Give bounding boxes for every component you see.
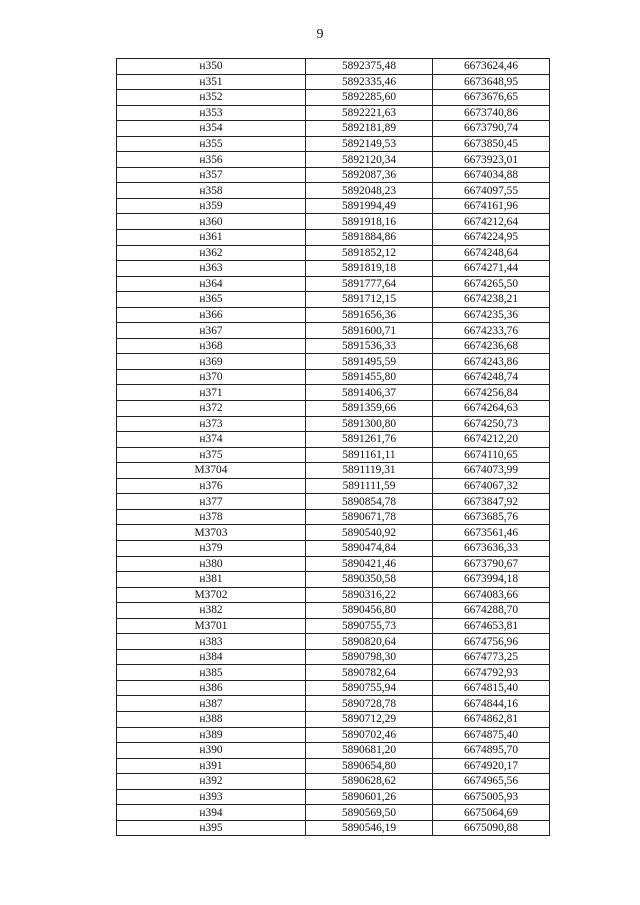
table-row [117,292,550,308]
table-row [117,556,550,572]
table-row [117,385,550,401]
point-id-cell: н378 [117,509,306,525]
x-coordinate-cell: 5890601,26 [306,789,433,805]
x-coordinate-cell: 5890755,73 [306,618,433,634]
table-row [117,494,550,510]
point-id-cell: н372 [117,401,306,417]
table-row [117,572,550,588]
x-coordinate-cell: 5890702,46 [306,727,433,743]
table-row [117,540,550,556]
x-coordinate-cell: 5890712,29 [306,711,433,727]
table-row [117,774,550,790]
y-coordinate-cell: 6674243,86 [433,354,550,370]
y-coordinate-cell: 6674236,68 [433,338,550,354]
y-coordinate-cell: 6674250,73 [433,416,550,432]
table-row [117,805,550,821]
table-row [117,74,550,90]
table-row [117,198,550,214]
x-coordinate-cell: 5890569,50 [306,805,433,821]
x-coordinate-cell: 5890820,64 [306,634,433,650]
y-coordinate-cell: 6673636,33 [433,540,550,556]
y-coordinate-cell: 6673740,86 [433,105,550,121]
table-row [117,743,550,759]
table-row [117,634,550,650]
y-coordinate-cell: 6675064,69 [433,805,550,821]
table-row [117,59,550,75]
point-id-cell: МЗ701 [117,618,306,634]
x-coordinate-cell: 5890681,20 [306,743,433,759]
point-id-cell: н395 [117,820,306,836]
x-coordinate-cell: 5892048,23 [306,183,433,199]
point-id-cell: н355 [117,136,306,152]
point-id-cell: н371 [117,385,306,401]
point-id-cell: МЗ703 [117,525,306,541]
point-id-cell: н350 [117,59,306,75]
x-coordinate-cell: 5891119,31 [306,463,433,479]
y-coordinate-cell: 6673676,65 [433,90,550,106]
y-coordinate-cell: 6673561,46 [433,525,550,541]
table-row [117,478,550,494]
x-coordinate-cell: 5890456,80 [306,603,433,619]
point-id-cell: н377 [117,494,306,510]
x-coordinate-cell: 5891918,16 [306,214,433,230]
x-coordinate-cell: 5891777,64 [306,276,433,292]
table-row [117,727,550,743]
table-row [117,214,550,230]
x-coordinate-cell: 5890798,30 [306,649,433,665]
point-id-cell: н357 [117,167,306,183]
point-id-cell: н361 [117,230,306,246]
table-row [117,820,550,836]
table-row [117,463,550,479]
table-row [117,338,550,354]
point-id-cell: н388 [117,711,306,727]
point-id-cell: н368 [117,338,306,354]
y-coordinate-cell: 6674233,76 [433,323,550,339]
x-coordinate-cell: 5890628,62 [306,774,433,790]
x-coordinate-cell: 5892285,60 [306,90,433,106]
y-coordinate-cell: 6674235,36 [433,307,550,323]
point-id-cell: н369 [117,354,306,370]
point-id-cell: н360 [117,214,306,230]
x-coordinate-cell: 5891455,80 [306,369,433,385]
point-id-cell: н389 [117,727,306,743]
y-coordinate-cell: 6673923,01 [433,152,550,168]
y-coordinate-cell: 6674875,40 [433,727,550,743]
point-id-cell: МЗ704 [117,463,306,479]
table-row [117,711,550,727]
point-id-cell: н376 [117,478,306,494]
y-coordinate-cell: 6674067,32 [433,478,550,494]
table-row [117,416,550,432]
page-number: 9 [316,27,324,42]
y-coordinate-cell: 6674756,96 [433,634,550,650]
point-id-cell: МЗ702 [117,587,306,603]
table-row [117,354,550,370]
y-coordinate-cell: 6674238,21 [433,292,550,308]
point-id-cell: н385 [117,665,306,681]
x-coordinate-cell: 5891852,12 [306,245,433,261]
point-id-cell: н359 [117,198,306,214]
table-row [117,603,550,619]
y-coordinate-cell: 6674264,63 [433,401,550,417]
x-coordinate-cell: 5892087,36 [306,167,433,183]
x-coordinate-cell: 5892335,46 [306,74,433,90]
y-coordinate-cell: 6674895,70 [433,743,550,759]
x-coordinate-cell: 5890421,46 [306,556,433,572]
y-coordinate-cell: 6673847,92 [433,494,550,510]
x-coordinate-cell: 5891656,36 [306,307,433,323]
x-coordinate-cell: 5892181,89 [306,121,433,137]
x-coordinate-cell: 5891600,71 [306,323,433,339]
point-id-cell: н351 [117,74,306,90]
x-coordinate-cell: 5890540,92 [306,525,433,541]
y-coordinate-cell: 6674271,44 [433,261,550,277]
table-row [117,680,550,696]
table-row [117,323,550,339]
table-row [117,230,550,246]
x-coordinate-cell: 5890728,78 [306,696,433,712]
table-row [117,509,550,525]
y-coordinate-cell: 6673790,74 [433,121,550,137]
table-row [117,618,550,634]
x-coordinate-cell: 5891161,11 [306,447,433,463]
y-coordinate-cell: 6674248,74 [433,369,550,385]
table-row [117,121,550,137]
x-coordinate-cell: 5891495,59 [306,354,433,370]
table-row [117,649,550,665]
point-id-cell: н392 [117,774,306,790]
y-coordinate-cell: 6673624,46 [433,59,550,75]
y-coordinate-cell: 6674256,84 [433,385,550,401]
y-coordinate-cell: 6674073,99 [433,463,550,479]
y-coordinate-cell: 6674965,56 [433,774,550,790]
x-coordinate-cell: 5890854,78 [306,494,433,510]
point-id-cell: н352 [117,90,306,106]
point-id-cell: н367 [117,323,306,339]
point-id-cell: н354 [117,121,306,137]
table-row [117,758,550,774]
point-id-cell: н373 [117,416,306,432]
y-coordinate-cell: 6674083,66 [433,587,550,603]
point-id-cell: н366 [117,307,306,323]
point-id-cell: н375 [117,447,306,463]
x-coordinate-cell: 5891712,15 [306,292,433,308]
x-coordinate-cell: 5891536,33 [306,338,433,354]
x-coordinate-cell: 5891994,49 [306,198,433,214]
table-row [117,105,550,121]
x-coordinate-cell: 5891359,66 [306,401,433,417]
table-row [117,401,550,417]
point-id-cell: н382 [117,603,306,619]
table-row [117,167,550,183]
point-id-cell: н363 [117,261,306,277]
table-row [117,307,550,323]
x-coordinate-cell: 5890782,64 [306,665,433,681]
table-row [117,152,550,168]
table-row [117,447,550,463]
point-id-cell: н391 [117,758,306,774]
x-coordinate-cell: 5890474,84 [306,540,433,556]
x-coordinate-cell: 5892221,63 [306,105,433,121]
y-coordinate-cell: 6674248,64 [433,245,550,261]
y-coordinate-cell: 6674815,40 [433,680,550,696]
x-coordinate-cell: 5891111,59 [306,478,433,494]
point-id-cell: н374 [117,432,306,448]
table-row [117,432,550,448]
x-coordinate-cell: 5892375,48 [306,59,433,75]
y-coordinate-cell: 6674773,25 [433,649,550,665]
table-row [117,261,550,277]
x-coordinate-cell: 5891819,18 [306,261,433,277]
y-coordinate-cell: 6674265,50 [433,276,550,292]
y-coordinate-cell: 6674792,93 [433,665,550,681]
table-row [117,136,550,152]
table-row [117,183,550,199]
x-coordinate-cell: 5891261,76 [306,432,433,448]
x-coordinate-cell: 5890316,22 [306,587,433,603]
table-row [117,369,550,385]
y-coordinate-cell: 6674862,81 [433,711,550,727]
y-coordinate-cell: 6674224,95 [433,230,550,246]
coordinates-table [116,58,550,836]
x-coordinate-cell: 5891300,80 [306,416,433,432]
y-coordinate-cell: 6675090,88 [433,820,550,836]
point-id-cell: н393 [117,789,306,805]
y-coordinate-cell: 6673648,95 [433,74,550,90]
point-id-cell: н387 [117,696,306,712]
y-coordinate-cell: 6674920,17 [433,758,550,774]
table-row [117,90,550,106]
y-coordinate-cell: 6675005,93 [433,789,550,805]
x-coordinate-cell: 5890755,94 [306,680,433,696]
x-coordinate-cell: 5891406,37 [306,385,433,401]
table-row [117,276,550,292]
y-coordinate-cell: 6674034,88 [433,167,550,183]
x-coordinate-cell: 5892149,53 [306,136,433,152]
point-id-cell: н394 [117,805,306,821]
x-coordinate-cell: 5890546,19 [306,820,433,836]
y-coordinate-cell: 6674844,16 [433,696,550,712]
y-coordinate-cell: 6674110,65 [433,447,550,463]
table-row [117,696,550,712]
x-coordinate-cell: 5890350,58 [306,572,433,588]
coordinates-table-body [117,59,550,836]
point-id-cell: н356 [117,152,306,168]
y-coordinate-cell: 6673790,67 [433,556,550,572]
x-coordinate-cell: 5892120,34 [306,152,433,168]
y-coordinate-cell: 6674212,64 [433,214,550,230]
point-id-cell: н362 [117,245,306,261]
point-id-cell: н381 [117,572,306,588]
table-row [117,587,550,603]
point-id-cell: н390 [117,743,306,759]
point-id-cell: н384 [117,649,306,665]
point-id-cell: н379 [117,540,306,556]
table-row [117,665,550,681]
y-coordinate-cell: 6674161,96 [433,198,550,214]
x-coordinate-cell: 5891884,86 [306,230,433,246]
table-row [117,525,550,541]
y-coordinate-cell: 6674653,81 [433,618,550,634]
point-id-cell: н364 [117,276,306,292]
x-coordinate-cell: 5890671,78 [306,509,433,525]
point-id-cell: н365 [117,292,306,308]
y-coordinate-cell: 6673994,18 [433,572,550,588]
table-row [117,789,550,805]
point-id-cell: н370 [117,369,306,385]
point-id-cell: н383 [117,634,306,650]
table-row [117,245,550,261]
y-coordinate-cell: 6673685,76 [433,509,550,525]
y-coordinate-cell: 6673850,45 [433,136,550,152]
y-coordinate-cell: 6674212,20 [433,432,550,448]
y-coordinate-cell: 6674097,55 [433,183,550,199]
point-id-cell: н353 [117,105,306,121]
point-id-cell: н380 [117,556,306,572]
point-id-cell: н386 [117,680,306,696]
x-coordinate-cell: 5890654,80 [306,758,433,774]
y-coordinate-cell: 6674288,70 [433,603,550,619]
point-id-cell: н358 [117,183,306,199]
